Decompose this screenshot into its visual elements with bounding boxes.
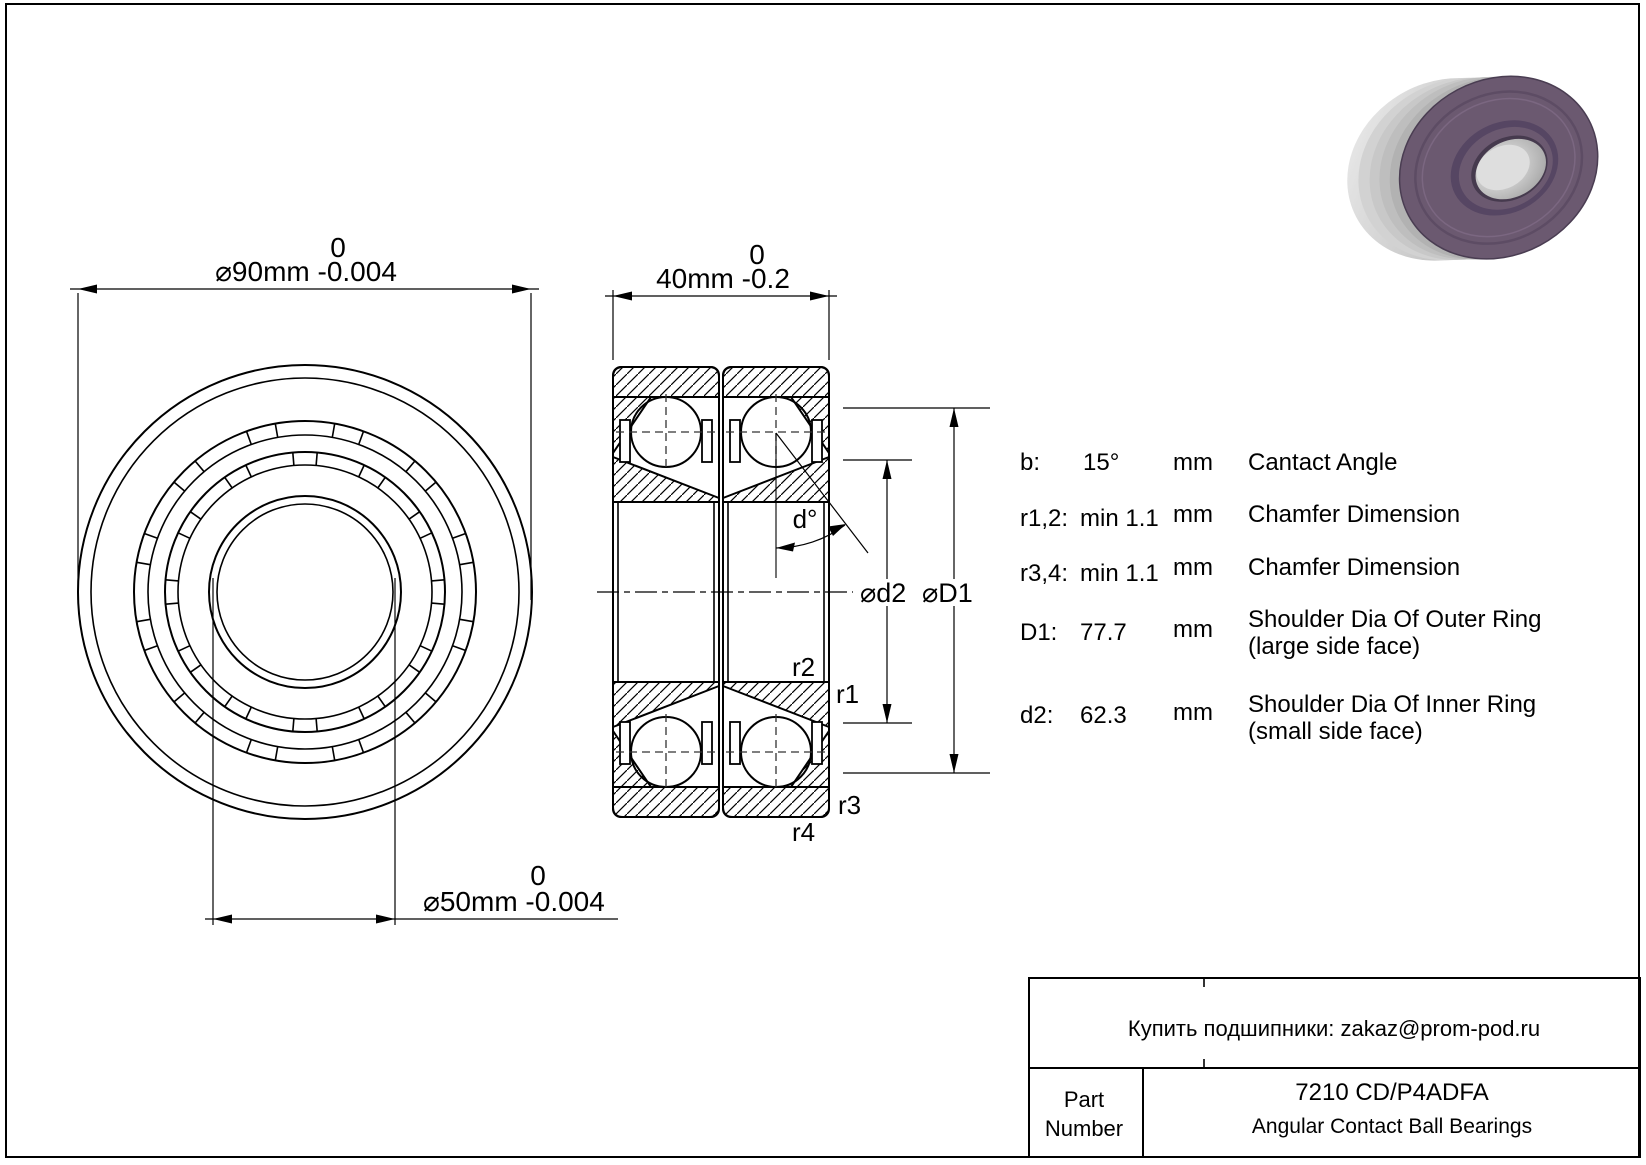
contact-email: Купить подшипники: zakaz@prom-pod.ru: [1127, 1016, 1541, 1041]
part-number-value: 7210 CD/P4ADFA: [1295, 1079, 1489, 1106]
spec-desc: Cantact Angle: [1248, 449, 1398, 476]
outer-ring-top-left: [613, 367, 719, 397]
width-tolerance-upper: 0: [749, 239, 765, 270]
spec-desc: Shoulder Dia Of Inner Ring: [1248, 691, 1537, 718]
cross-section-view: [597, 290, 853, 817]
spec-desc: Chamfer Dimension: [1248, 501, 1461, 528]
contact-angle-label: d°: [792, 504, 818, 534]
spec-unit: mm: [1173, 449, 1213, 476]
spec-value: 62.3: [1080, 702, 1127, 729]
spec-desc-2: (small side face): [1248, 718, 1423, 745]
spec-unit: mm: [1173, 616, 1213, 643]
part-number-label-1: Part: [1063, 1087, 1105, 1112]
spec-unit: mm: [1173, 501, 1213, 528]
spec-label: r1,2:: [1020, 505, 1069, 532]
spec-desc-2: (large side face): [1248, 633, 1421, 660]
part-number-label-2: Number: [1044, 1116, 1124, 1141]
od-tolerance-upper: 0: [330, 232, 346, 263]
bore-tolerance-upper: 0: [530, 860, 546, 891]
outer-ring-bottom-right: [723, 787, 829, 817]
outer-ring-top-right: [723, 367, 829, 397]
bore-dimension-text: ⌀50mm -0.004: [423, 886, 605, 917]
spec-desc: Shoulder Dia Of Outer Ring: [1248, 606, 1542, 633]
spec-label: r3,4:: [1020, 560, 1069, 587]
spec-label: D1:: [1020, 619, 1058, 646]
title-block: [1029, 978, 1640, 1157]
outer-ring-bottom-left: [613, 787, 719, 817]
r2-label: r2: [792, 652, 816, 682]
front-view: [78, 365, 532, 819]
bearing-3d-render: [1315, 22, 1630, 316]
width-dimension: [605, 239, 837, 301]
bearing-category: Angular Contact Ball Bearings: [1251, 1115, 1533, 1138]
spec-unit: mm: [1173, 699, 1213, 726]
spec-desc: Chamfer Dimension: [1248, 554, 1461, 581]
spec-unit: mm: [1173, 554, 1213, 581]
cage-pockets-inner: [166, 453, 445, 732]
D1-label: ⌀D1: [922, 578, 973, 608]
spec-value: 77.7: [1080, 619, 1127, 646]
spec-value: min 1.1: [1080, 560, 1159, 587]
r1-label: r1: [836, 679, 860, 709]
spec-value: min 1.1: [1080, 505, 1159, 532]
d2-label: ⌀d2: [860, 578, 907, 608]
width-dimension-text: 40mm -0.2: [656, 263, 790, 294]
spec-table: [1020, 449, 1541, 745]
cage-pockets-outer: [137, 424, 474, 761]
od-dimension-text: ⌀90mm -0.004: [215, 256, 397, 287]
r3-label: r3: [838, 790, 862, 820]
bore-dimension: [205, 578, 618, 925]
spec-value: 15°: [1083, 449, 1120, 476]
spec-label: d2:: [1020, 702, 1054, 729]
r4-label: r4: [792, 817, 816, 847]
spec-label: b:: [1020, 449, 1041, 476]
